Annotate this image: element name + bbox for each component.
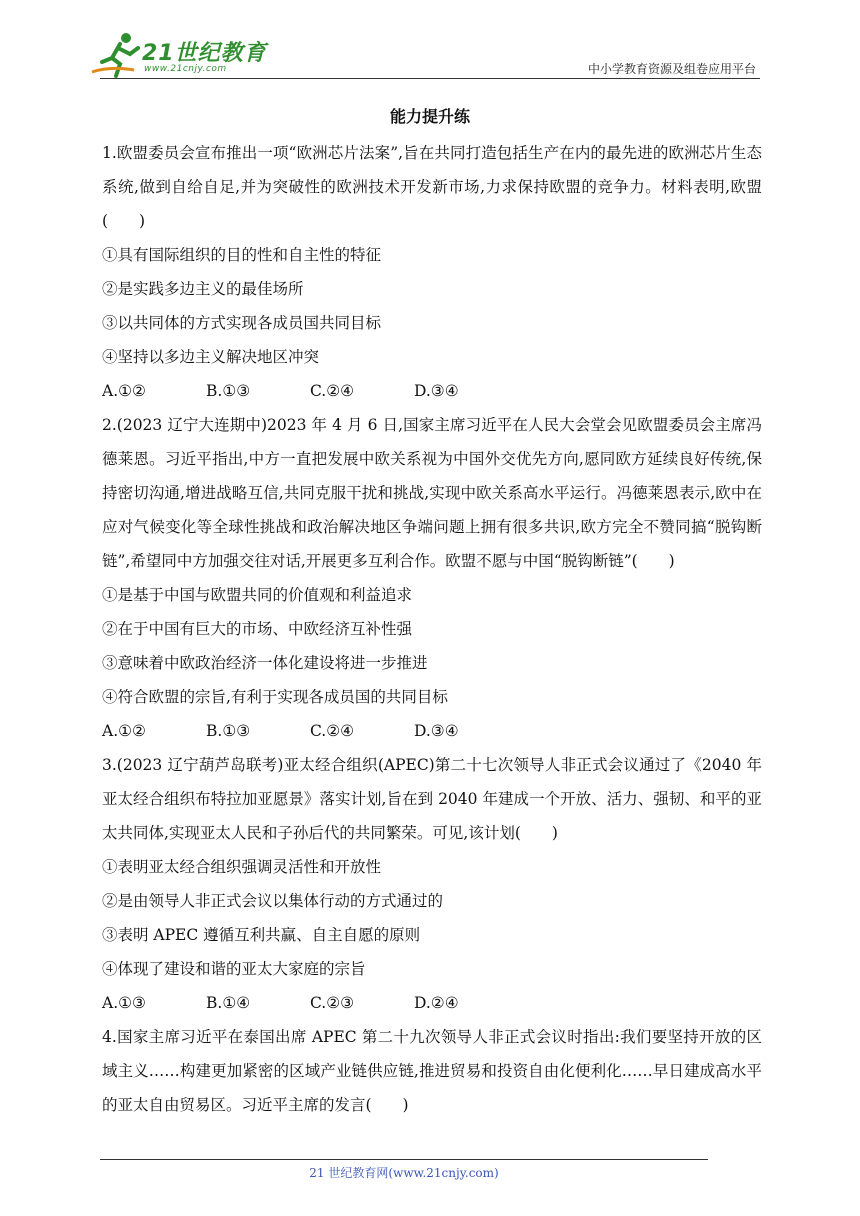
question-stem: 4.国家主席习近平在泰国出席 APEC 第二十九次领导人非正式会议时指出:我们要坚持开放的区域主义……构建更加紧密的区域产业链供应链,推进贸易和投资自由化便利化……早日建成高水平的亚太自由贸易区。习近平主席的发言( ): [102, 1028, 762, 1114]
page-header: [0, 0, 860, 90]
choice-b[interactable]: B.①③: [206, 722, 251, 740]
section-title: 能力提升练: [389, 107, 470, 126]
statement-option: ③表明 APEC 遵循互利共赢、自主自愿的原则: [102, 926, 421, 944]
question-stem: 2.(2023 辽宁大连期中)2023 年 4 月 6 日,国家主席习近平在人民大会堂会见欧盟委员会主席冯德莱恩。习近平指出,中方一直把发展中欧关系视为中国外交优先方向,愿同欧方延续良好传统,保持密切沟通,增进战略互信,共同克服干扰和挑战,实现中欧关系高水平运行。冯德莱恩表示,欧中在应对气候变化等全球性挑战和政治解决地区争端问题上拥有很多共识,欧方完全不赞同搞“脱钩断链”,希望同中方加强交往对话,开展更多互利合作。欧盟不愿与中国“脱钩断链”( ): [102, 416, 762, 570]
statement-option: ②是由领导人非正式会议以集体行动的方式通过的: [102, 892, 444, 910]
question-list: [102, 136, 762, 1122]
page-footer[interactable]: 21 世纪教育网(www.21cnjy.com): [309, 1166, 499, 1180]
statement-option: ③以共同体的方式实现各成员国共同目标: [102, 314, 382, 332]
choice-a[interactable]: A.①②: [102, 722, 146, 740]
question-2: [102, 408, 762, 748]
question-3: [102, 748, 762, 1020]
choice-b[interactable]: B.①③: [206, 382, 251, 400]
logo-text: 21世纪教育: [142, 41, 267, 66]
choice-d[interactable]: D.③④: [414, 722, 459, 740]
choice-b[interactable]: B.①④: [206, 994, 251, 1012]
header-divider: [100, 78, 760, 79]
statement-option: ①具有国际组织的目的性和自主性的特征: [102, 246, 382, 264]
statement-option: ①是基于中国与欧盟共同的价值观和利益追求: [102, 586, 413, 604]
statement-option: ②在于中国有巨大的市场、中欧经济互补性强: [102, 620, 413, 638]
statement-option: ①表明亚太经合组织强调灵活性和开放性: [102, 858, 382, 876]
footer-divider: [100, 1159, 708, 1160]
answer-choices: [102, 374, 762, 408]
logo-url: www.21cnjy.com: [144, 64, 227, 74]
answer-choices: [102, 986, 762, 1020]
site-logo[interactable]: [90, 30, 270, 80]
statement-option: ③意味着中欧政治经济一体化建设将进一步推进: [102, 654, 428, 672]
statement-option: ②是实践多边主义的最佳场所: [102, 280, 304, 298]
choice-c[interactable]: C.②③: [310, 994, 355, 1012]
choice-d[interactable]: D.③④: [414, 382, 459, 400]
question-stem: 1.欧盟委员会宣布推出一项“欧洲芯片法案”,旨在共同打造包括生产在内的最先进的欧洲芯片生态系统,做到自给自足,并为突破性的欧洲技术开发新市场,力求保持欧盟的竞争力。材料表明,欧盟( ): [102, 144, 762, 230]
question-1: [102, 136, 762, 408]
answer-choices: [102, 714, 762, 748]
choice-a[interactable]: A.①③: [102, 994, 146, 1012]
choice-c[interactable]: C.②④: [310, 722, 355, 740]
question-4: [102, 1020, 762, 1122]
choice-d[interactable]: D.②④: [414, 994, 459, 1012]
statement-option: ④体现了建设和谐的亚太大家庭的宗旨: [102, 960, 366, 978]
choice-c[interactable]: C.②④: [310, 382, 355, 400]
statement-option: ④符合欧盟的宗旨,有利于实现各成员国的共同目标: [102, 688, 448, 706]
choice-a[interactable]: A.①②: [102, 382, 146, 400]
statement-option: ④坚持以多边主义解决地区冲突: [102, 348, 320, 366]
header-slogan: 中小学教育资源及组卷应用平台: [587, 62, 756, 76]
question-stem: 3.(2023 辽宁葫芦岛联考)亚太经合组织(APEC)第二十七次领导人非正式会议通过了《2040 年亚太经合组织布特拉加亚愿景》落实计划,旨在到 2040 年建成一个开放、活力、强韧、和平的亚太共同体,实现亚太人民和子孙后代的共同繁荣。可见,该计划( ): [102, 756, 762, 842]
running-figure-logo-icon: [90, 30, 150, 78]
